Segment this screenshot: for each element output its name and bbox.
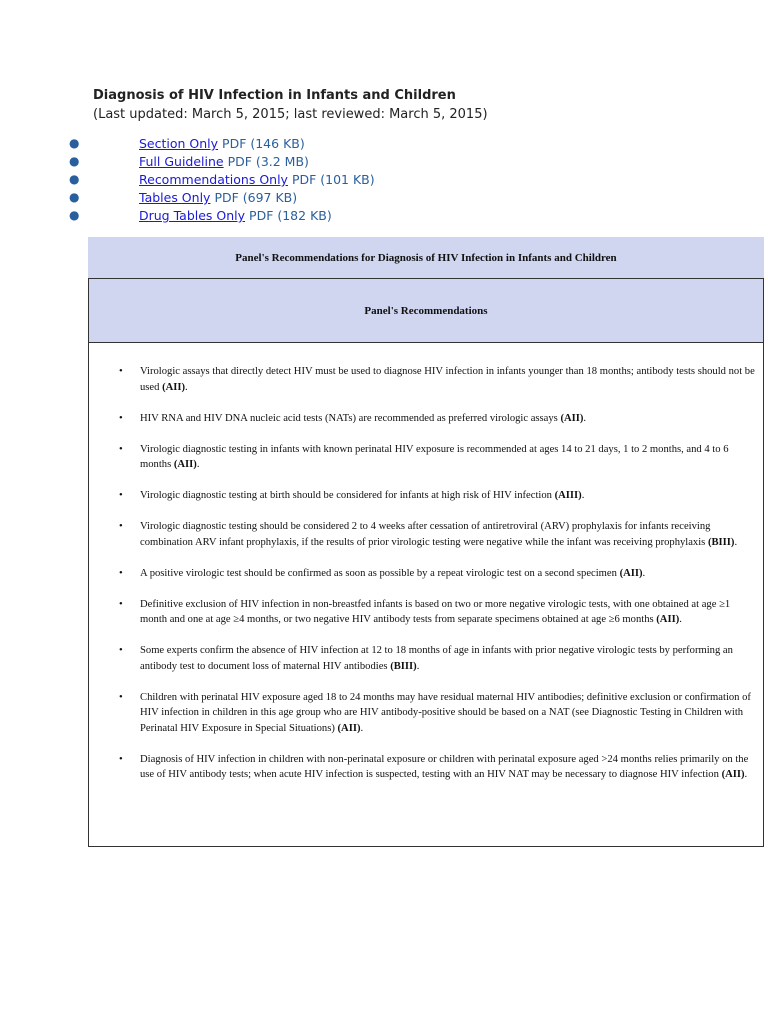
bullet-icon: • xyxy=(119,490,123,501)
bullet-icon: • xyxy=(119,598,123,610)
panel-body xyxy=(88,343,764,847)
bullet-icon: ● xyxy=(69,190,80,204)
recommendation-item: • Definitive exclusion of HIV infection in non-breastfed infants is based on two or more negative virologic tests, with one obtained at age ≥1 month and one at age ≥4 months, or two negative HIV antibody tests from separate specimens obtained at age ≥6 months (AII). xyxy=(119,598,731,625)
recommendations-panel xyxy=(88,237,764,847)
file-info: PDF (3.2 MB) xyxy=(227,154,309,169)
page-title: Diagnosis of HIV Infection in Infants and Children xyxy=(93,88,456,103)
recommendation-item: • Diagnosis of HIV infection in children with non-perinatal exposure or children with perinatal exposure aged >24 months relies primarily on the use of HIV antibody tests; when acute HIV infection is suspected, testing with an HIV NAT may be necessary to diagnose HIV infection (AII). xyxy=(119,753,749,780)
bullet-icon: • xyxy=(119,366,123,377)
bullet-icon: • xyxy=(119,567,123,579)
bullet-icon: • xyxy=(119,443,123,455)
bullet-icon: • xyxy=(119,691,123,703)
panel-subheader: Panel's Recommendations xyxy=(88,278,764,343)
recommendations-list xyxy=(89,364,763,798)
drug-tables-only-link[interactable]: Drug Tables Only xyxy=(139,208,246,223)
bullet-icon: ● xyxy=(69,172,80,186)
section-only-link[interactable]: Section Only xyxy=(139,136,219,151)
file-info: PDF (182 KB) xyxy=(249,208,332,223)
bullet-icon: • xyxy=(119,645,123,656)
bullet-icon: • xyxy=(119,753,123,765)
recommendations-only-link[interactable]: Recommendations Only xyxy=(139,172,288,187)
file-info: PDF (101 KB) xyxy=(291,172,375,187)
recommendation-item: • Virologic diagnostic testing should be considered 2 to 4 weeks after cessation of antiretroviral (ARV) prophylaxis for infants receiving combination ARV infant prophylaxis, if the results of prior virologic testing were negative while the infant was receiving prophylaxis (BIII). xyxy=(119,521,738,548)
file-info: PDF (146 KB) xyxy=(222,136,305,151)
panel-title: Panel's Recommendations for Diagnosis of HIV Infection in Infants and Children xyxy=(88,237,764,278)
bullet-icon: • xyxy=(119,521,123,532)
bullet-icon: ● xyxy=(69,208,80,222)
tables-only-link[interactable]: Tables Only xyxy=(139,190,211,205)
recommendation-item: • HIV RNA and HIV DNA nucleic acid tests (NATs) are recommended as preferred virologic assays (AII). xyxy=(89,411,763,427)
file-info: PDF (697 KB) xyxy=(214,190,298,205)
bullet-icon: ● xyxy=(69,154,80,168)
bullet-icon: ● xyxy=(69,136,80,150)
recommendation-item: • Some experts confirm the absence of HIV infection at 12 to 18 months of age in infants with prior negative virologic tests by performing an antibody test to document loss of maternal HIV antibodies (BIII). xyxy=(119,645,733,672)
bullet-icon: • xyxy=(119,412,123,424)
recommendation-item: • Virologic diagnostic testing in infants with known perinatal HIV exposure is recommended at ages 14 to 21 days, 1 to 2 months, and 4 to 6 months (AII). xyxy=(119,443,729,470)
recommendation-item: • Virologic assays that directly detect HIV must be used to diagnose HIV infection in infants younger than 18 months; antibody tests should not be used (AII). xyxy=(119,366,755,393)
recommendation-item: • Children with perinatal HIV exposure aged 18 to 24 months may have residual maternal HIV antibodies; definitive exclusion or confirmation of HIV infection in children in this age group who are HIV antibody-positive should be based on a NAT (see Diagnostic Testing in Children with Perinatal HIV Exposure in Special Situations) (AII). xyxy=(119,691,751,734)
recommendation-item: • A positive virologic test should be confirmed as soon as possible by a repeat virologic test on a second specimen (AII). xyxy=(89,566,763,582)
recommendation-item: • Virologic diagnostic testing at birth should be considered for infants at high risk of HIV infection (AIII). xyxy=(89,488,763,504)
full-guideline-link[interactable]: Full Guideline xyxy=(139,154,224,169)
last-updated-text: (Last updated: March 5, 2015; last reviewed: March 5, 2015) xyxy=(93,107,488,122)
